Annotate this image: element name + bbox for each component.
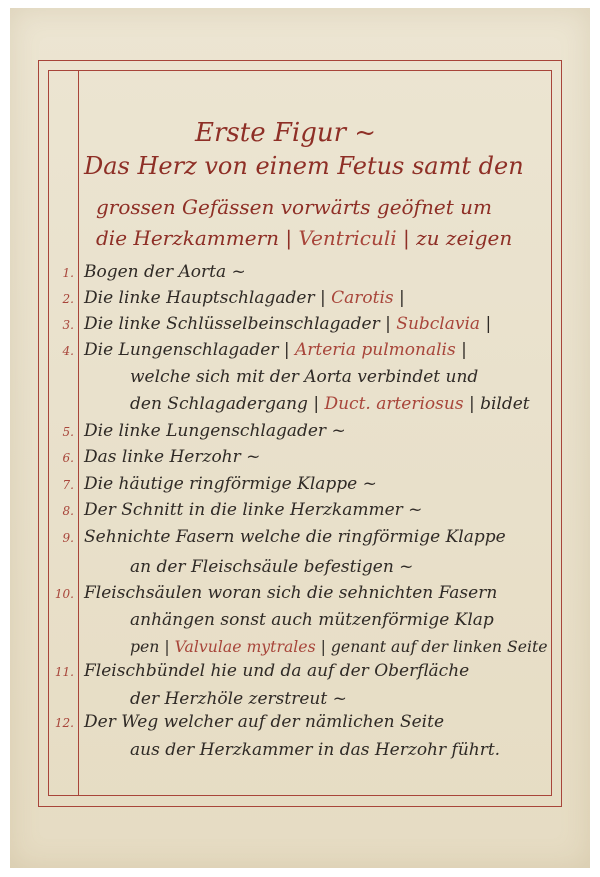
entry-number: 4. [62, 344, 74, 358]
entry-text: Die häutige ringförmige Klappe ~ [84, 474, 377, 494]
entry-line [130, 740, 500, 760]
entry-text: aus der Herzkammer in das Herzohr führt. [130, 740, 501, 760]
entry-number: 2. [62, 292, 74, 306]
entry-line [84, 500, 422, 520]
entry-text: an der Fleischsäule befestigen ~ [130, 557, 414, 577]
entry-text: Die linke Hauptschlagader | [84, 288, 326, 308]
entry-line [130, 394, 530, 414]
intro-line-3-end: | zu zeigen [403, 226, 513, 250]
entry-line [84, 262, 246, 282]
entry-text: Bogen der Aorta ~ [84, 262, 246, 282]
entry-text-end: | bildet [468, 394, 530, 414]
latin-term: Duct. arteriosus [324, 394, 464, 414]
entry-line [84, 474, 377, 494]
entry-text: Die Lungenschlagader | [84, 340, 290, 360]
number-margin-rule [78, 70, 79, 796]
entry-text: den Schlagadergang | [130, 394, 320, 414]
latin-term: Valvulae mytrales [174, 637, 316, 656]
entry-text: Fleischsäulen woran sich die sehnichten Fasern [84, 583, 498, 603]
entry-number: 7. [62, 478, 74, 492]
entry-text: Der Schnitt in die linke Herzkammer ~ [84, 500, 423, 520]
entry-text: der Herzhöle zerstreut ~ [130, 689, 347, 709]
entry-number: 11. [54, 665, 74, 679]
entry-line [84, 421, 346, 441]
entry-number: 1. [62, 266, 74, 280]
entry-text-end: | [485, 314, 492, 334]
entry-number: 8. [62, 504, 74, 518]
entry-text: Die linke Lungenschlagader ~ [84, 421, 346, 441]
entry-text: Die linke Schlüsselbeinschlagader | [84, 314, 391, 334]
entry-number: 6. [62, 451, 74, 465]
entry-text: anhängen sonst auch mützenförmige Klap [130, 610, 494, 630]
intro-line-2: grossen Gefässen vorwärts geöfnet um [96, 195, 492, 219]
entry-number: 10. [54, 587, 74, 601]
latin-term: Arteria pulmonalis [295, 340, 456, 360]
intro-line-3 [96, 226, 512, 250]
entry-line [84, 661, 469, 681]
entry-text: welche sich mit der Aorta verbindet und [130, 367, 479, 387]
entry-number: 5. [62, 425, 74, 439]
intro-line-1: Das Herz von einem Fetus samt den [84, 152, 524, 180]
entry-line [84, 447, 260, 467]
page-title: Erste Figur ~ [195, 118, 377, 148]
entry-line [130, 557, 413, 577]
entry-number: 12. [54, 716, 74, 730]
entry-line [84, 314, 491, 334]
entry-number: 3. [62, 318, 74, 332]
entry-line [130, 689, 347, 709]
entry-text-end: | genant auf der linken Seite [320, 637, 548, 656]
entry-line [130, 367, 478, 387]
intro-line-3-text: die Herzkammern | [96, 226, 293, 250]
entry-text: pen | [130, 637, 170, 656]
entry-line [84, 288, 405, 308]
latin-term: Carotis [331, 288, 394, 308]
entry-line [130, 610, 494, 630]
entry-text: Das linke Herzohr ~ [84, 447, 261, 467]
entry-line [130, 637, 548, 656]
latin-term: Subclavia [396, 314, 481, 334]
entry-text: Der Weg welcher auf der nämlichen Seite [84, 712, 445, 732]
intro-latin-term: Ventriculi [298, 226, 397, 250]
entry-line [84, 527, 506, 547]
entry-text: Sehnichte Fasern welche die ringförmige Klappe [84, 527, 506, 547]
entry-line [84, 712, 444, 732]
entry-text: Fleischbündel hie und da auf der Oberfläche [84, 661, 470, 681]
entry-line [84, 340, 467, 360]
entry-line [84, 583, 497, 603]
entry-text-end: | [461, 340, 467, 360]
entry-number: 9. [62, 531, 74, 545]
entry-text-end: | [399, 288, 405, 308]
